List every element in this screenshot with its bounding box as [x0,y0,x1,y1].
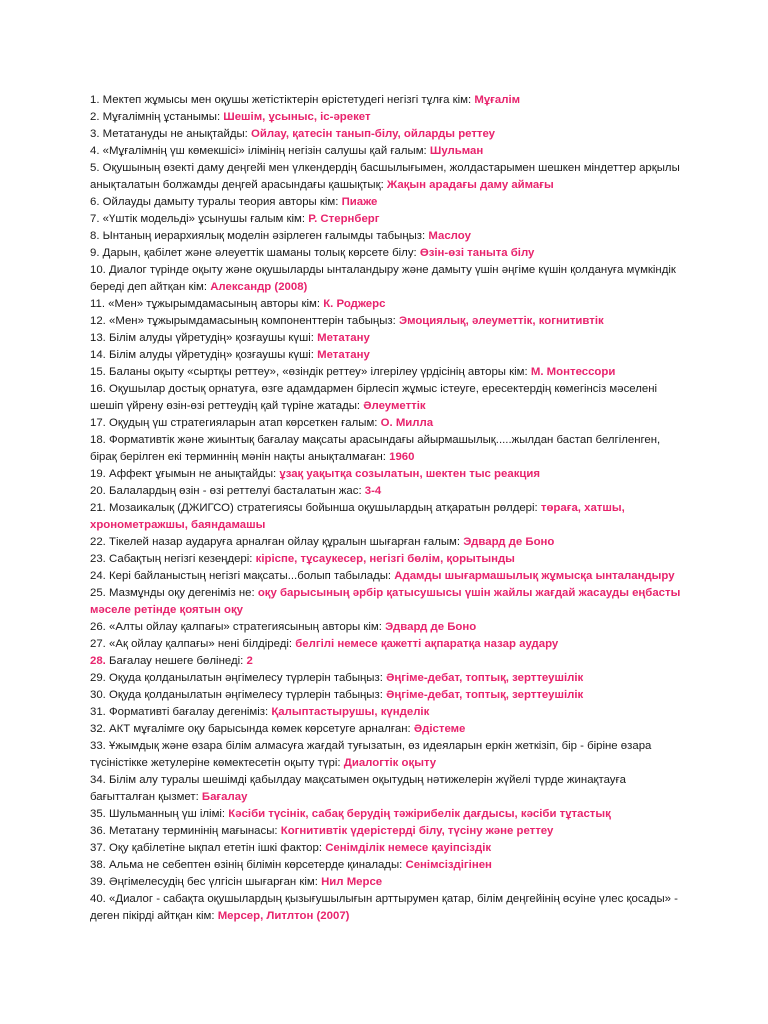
answer-text: Александр (2008) [210,281,308,293]
question-text: Диалог түрінде оқыту және оқушыларды ынталандыру және дамыту үшін әңгіме күшін қолдануға мүмкіндік береді деп айтқан кім: [90,264,676,293]
question-number: 2. [90,111,100,123]
question-number: 28. [90,655,106,667]
question-item [90,194,682,211]
answer-text: Пиаже [341,196,378,208]
question-number: 11. [90,298,105,310]
question-item [90,228,682,245]
question-number: 10. [90,264,106,276]
answer-text: Метатану [317,349,370,361]
question-number: 3. [90,128,100,140]
question-item [90,840,682,857]
answer-text: төраға, хатшы, хронометражшы, баяндамашы [90,502,625,531]
question-number: 23. [90,553,106,565]
question-number: 1. [90,94,100,106]
answer-text: Әдістеме [413,723,466,735]
question-item [90,891,682,925]
question-number: 27. [90,638,106,650]
answer-text: оқу барысының әрбір қатысушысы үшін жайлы жағдай жасауды еңбасты мәселе ретінде қоятын оқу [90,587,681,616]
question-number: 16. [90,383,106,395]
answer-text: Ойлау, қатесін танып-білу, ойларды реттеу [251,128,496,140]
question-text: Шульманның үш ілімі: [109,808,226,820]
question-number: 39. [90,876,106,888]
question-number: 34. [90,774,106,786]
answer-text: Диалогтік оқыту [343,757,437,769]
question-number: 5. [90,162,100,174]
answer-text: Әңгіме-дебат, топтық, зерттеушілік [386,689,584,701]
question-text: Білім алуды үйретудің» қозғаушы күші: [109,332,314,344]
answer-text: М. Монтессори [530,366,616,378]
answer-text: Қалыптастырушы, күнделік [271,706,430,718]
question-text: Формативті бағалау дегеніміз: [109,706,269,718]
question-number: 33. [90,740,106,752]
question-number: 24. [90,570,106,582]
question-text: Дарын, қабілет және әлеуеттік шаманы толық көрсете білу: [102,247,417,259]
question-number: 19. [90,468,106,480]
question-text: Ынтаның иерархиялық моделін әзірлеген ғалымды табыңыз: [102,230,426,242]
answer-text: кіріспе, тұсаукесер, негізгі бөлім, қорытынды [255,553,515,565]
question-number: 12. [90,315,106,327]
answer-text: Когнитивтік үдерістерді білу, түсіну және реттеу [280,825,554,837]
question-text: Оқушылар достық орнатуға, өзге адамдармен бірлесіп жұмыс істеуге, ересектердің көмегінсіз мәселені шешіп үйрену өзін-өзі реттеудің қай түріне жатады: [90,383,658,412]
question-item [90,245,682,262]
answer-text: 3-4 [364,485,382,497]
question-number: 30. [90,689,106,701]
question-number: 9. [90,247,100,259]
question-number: 4. [90,145,100,157]
question-text: Мектеп жұмысы мен оқушы жетістіктерін өрістетудегі негізгі тұлға кім: [102,94,472,106]
answer-text: Эмоциялық, әлеуметтік, когнитивтік [398,315,604,327]
question-text: АКТ мұғалімге оқу барысында көмек көрсетуге арналған: [109,723,411,735]
question-text: Метатануды не анықтайды: [102,128,248,140]
question-text: Мозаикалық (ДЖИГСО) стратегиясы бойынша оқушылардың атқаратын рөлдері: [109,502,538,514]
question-item [90,160,682,194]
question-item [90,432,682,466]
question-item [90,262,682,296]
question-text: Оқушының өзекті даму деңгейі мен үлкендердің басшылығымен, жолдастарымен шешкен міндеттер арқылы анықталатын болжамды деңгей арасындағы қашықтық: [90,162,680,191]
answer-text: Р. Стернберг [308,213,380,225]
question-text: «Мұғалімнің үш көмекшісі» ілімінің негізін салушы қай ғалым: [102,145,427,157]
answer-text: Нил Мерсе [321,876,383,888]
answer-text: 1960 [389,451,415,463]
answer-text: О. Милла [380,417,434,429]
answer-text: Жақын арадағы даму аймағы [386,179,554,191]
question-text: Оқуда қолданылатын әңгімелесу түрлерін табыңыз: [109,689,383,701]
question-item [90,347,682,364]
question-item [90,806,682,823]
question-item [90,857,682,874]
question-text: Білім алуды үйретудің» қозғаушы күші: [109,349,314,361]
question-number: 25. [90,587,106,599]
answer-text: Шульман [429,145,484,157]
question-item [90,585,682,619]
question-item [90,653,682,670]
question-item [90,534,682,551]
question-item [90,636,682,653]
question-number: 17. [90,417,106,429]
question-item [90,126,682,143]
question-text: Ұжымдық және өзара білім алмасуға жағдай туғызатын, өз идеяларын еркін жеткізіп, бір - біріне өзара түсіністікке жетулеріне көмектесетін оқыту түрі: [90,740,652,769]
question-item [90,874,682,891]
question-text: Сабақтың негізгі кезеңдері: [109,553,253,565]
question-item [90,670,682,687]
question-text: Балалардың өзін - өзі реттелуі басталатын жас: [109,485,362,497]
question-text: Тікелей назар аударуға арналған ойлау құралын шығарған ғалым: [109,536,461,548]
question-number: 38. [90,859,106,871]
question-number: 26. [90,621,106,633]
question-number: 29. [90,672,106,684]
question-number: 20. [90,485,106,497]
question-text: Ойлауды дамыту туралы теория авторы кім: [102,196,339,208]
question-text: Кері байланыстың негізгі мақсаты...болып табылады: [109,570,392,582]
question-text: «Үштік модельді» ұсынушы ғалым кім: [102,213,306,225]
question-item [90,687,682,704]
question-text: Мазмұнды оқу дегеніміз не: [109,587,255,599]
question-answer-list [90,92,682,925]
question-item [90,823,682,840]
answer-text: Мұғалім [474,94,521,106]
question-item [90,466,682,483]
question-text: «Ақ ойлау қалпағы» нені білдіреді: [109,638,293,650]
question-text: Білім алу туралы шешімді қабылдау мақсатымен оқытудың нәтижелерін жүйелі түрде жинақтауға бағытталған қызмет: [90,774,626,803]
question-text: Оқуда қолданылатын әңгімелесу түрлерін табыңыз: [109,672,383,684]
question-text: Әңгімелесудің бес үлгісін шығарған кім: [109,876,318,888]
question-text: Альма не себептен өзінің білімін көрсетерде қиналады: [109,859,403,871]
question-number: 14. [90,349,106,361]
answer-text: Кәсіби түсінік, сабақ берудің тәжірибелік дағдысы, кәсіби тұтастық [228,808,611,820]
question-item [90,364,682,381]
question-item [90,721,682,738]
answer-text: К. Роджерс [323,298,386,310]
question-number: 7. [90,213,100,225]
answer-text: Шешім, ұсыныс, іс-әрекет [223,111,371,123]
question-number: 40. [90,893,106,905]
question-text: Оқу қабілетіне ықпал ететін ішкі фактор: [109,842,323,854]
answer-text: 2 [246,655,253,667]
question-item [90,313,682,330]
question-item [90,619,682,636]
question-number: 18. [90,434,106,446]
question-text: «Мен» тұжырымдамасының авторы кім: [108,298,321,310]
answer-text: Әлеуметтік [363,400,426,412]
answer-text: Мерсер, Литлтон (2007) [217,910,350,922]
question-item [90,211,682,228]
question-item [90,704,682,721]
question-number: 21. [90,502,106,514]
question-text: Аффект ұғымын не анықтайды: [109,468,277,480]
question-number: 36. [90,825,106,837]
question-number: 31. [90,706,106,718]
question-text: Баланы оқыту «сыртқы реттеу», «өзіндік реттеу» ілгерілеу үрдісінің авторы кім: [109,366,528,378]
question-number: 22. [90,536,106,548]
question-text: «Алты ойлау қалпағы» стратегиясының авторы кім: [109,621,382,633]
answer-text: Сенімділік немесе қауіпсіздік [325,842,492,854]
question-item [90,483,682,500]
question-number: 15. [90,366,106,378]
question-number: 8. [90,230,100,242]
question-item [90,330,682,347]
question-item [90,296,682,313]
question-text: Мұғалімнің ұстанымы: [102,111,221,123]
question-item [90,772,682,806]
question-item [90,568,682,585]
answer-text: Эдвард де Боно [463,536,555,548]
question-number: 35. [90,808,106,820]
question-text: Бағалау нешеге бөлінеді: [109,655,244,667]
answer-text: Метатану [317,332,370,344]
answer-text: ұзақ уақытқа созылатын, шектен тыс реакция [279,468,541,480]
question-text: Оқудың үш стратегияларын атап көрсеткен ғалым: [109,417,378,429]
answer-text: Әңгіме-дебат, топтық, зерттеушілік [386,672,584,684]
question-number: 13. [90,332,106,344]
question-item [90,738,682,772]
question-item [90,415,682,432]
answer-text: Сенімсіздігінен [405,859,492,871]
question-number: 37. [90,842,106,854]
answer-text: Бағалау [201,791,248,803]
question-text: «Диалог - сабақта оқушылардың қызығушылығын арттырумен қатар, білім деңгейінің өсуіне үлес қосады» - деген пікірді айтқан кім: [90,893,678,922]
answer-text: Өзін-өзі таныта білу [419,247,535,259]
question-text: «Мен» тұжырымдамасының компоненттерін табыңыз: [109,315,396,327]
question-text: Формативтік және жиынтық бағалау мақсаты арасындағы айырмашылық.....жылдан бастап белгіленген, бірақ берілген екі терминнің мәнін нақты анықталмаған: [90,434,661,463]
question-item [90,92,682,109]
question-item [90,381,682,415]
answer-text: белгілі немесе қажетті ақпаратқа назар аудару [295,638,559,650]
question-number: 6. [90,196,100,208]
question-item [90,500,682,534]
answer-text: Маслоу [428,230,471,242]
question-item [90,109,682,126]
question-number: 32. [90,723,106,735]
question-item [90,551,682,568]
question-item [90,143,682,160]
question-text: Метатану терминінің мағынасы: [109,825,278,837]
answer-text: Адамды шығармашылық жұмысқа ынталандыру [394,570,675,582]
answer-text: Эдвард де Боно [385,621,477,633]
